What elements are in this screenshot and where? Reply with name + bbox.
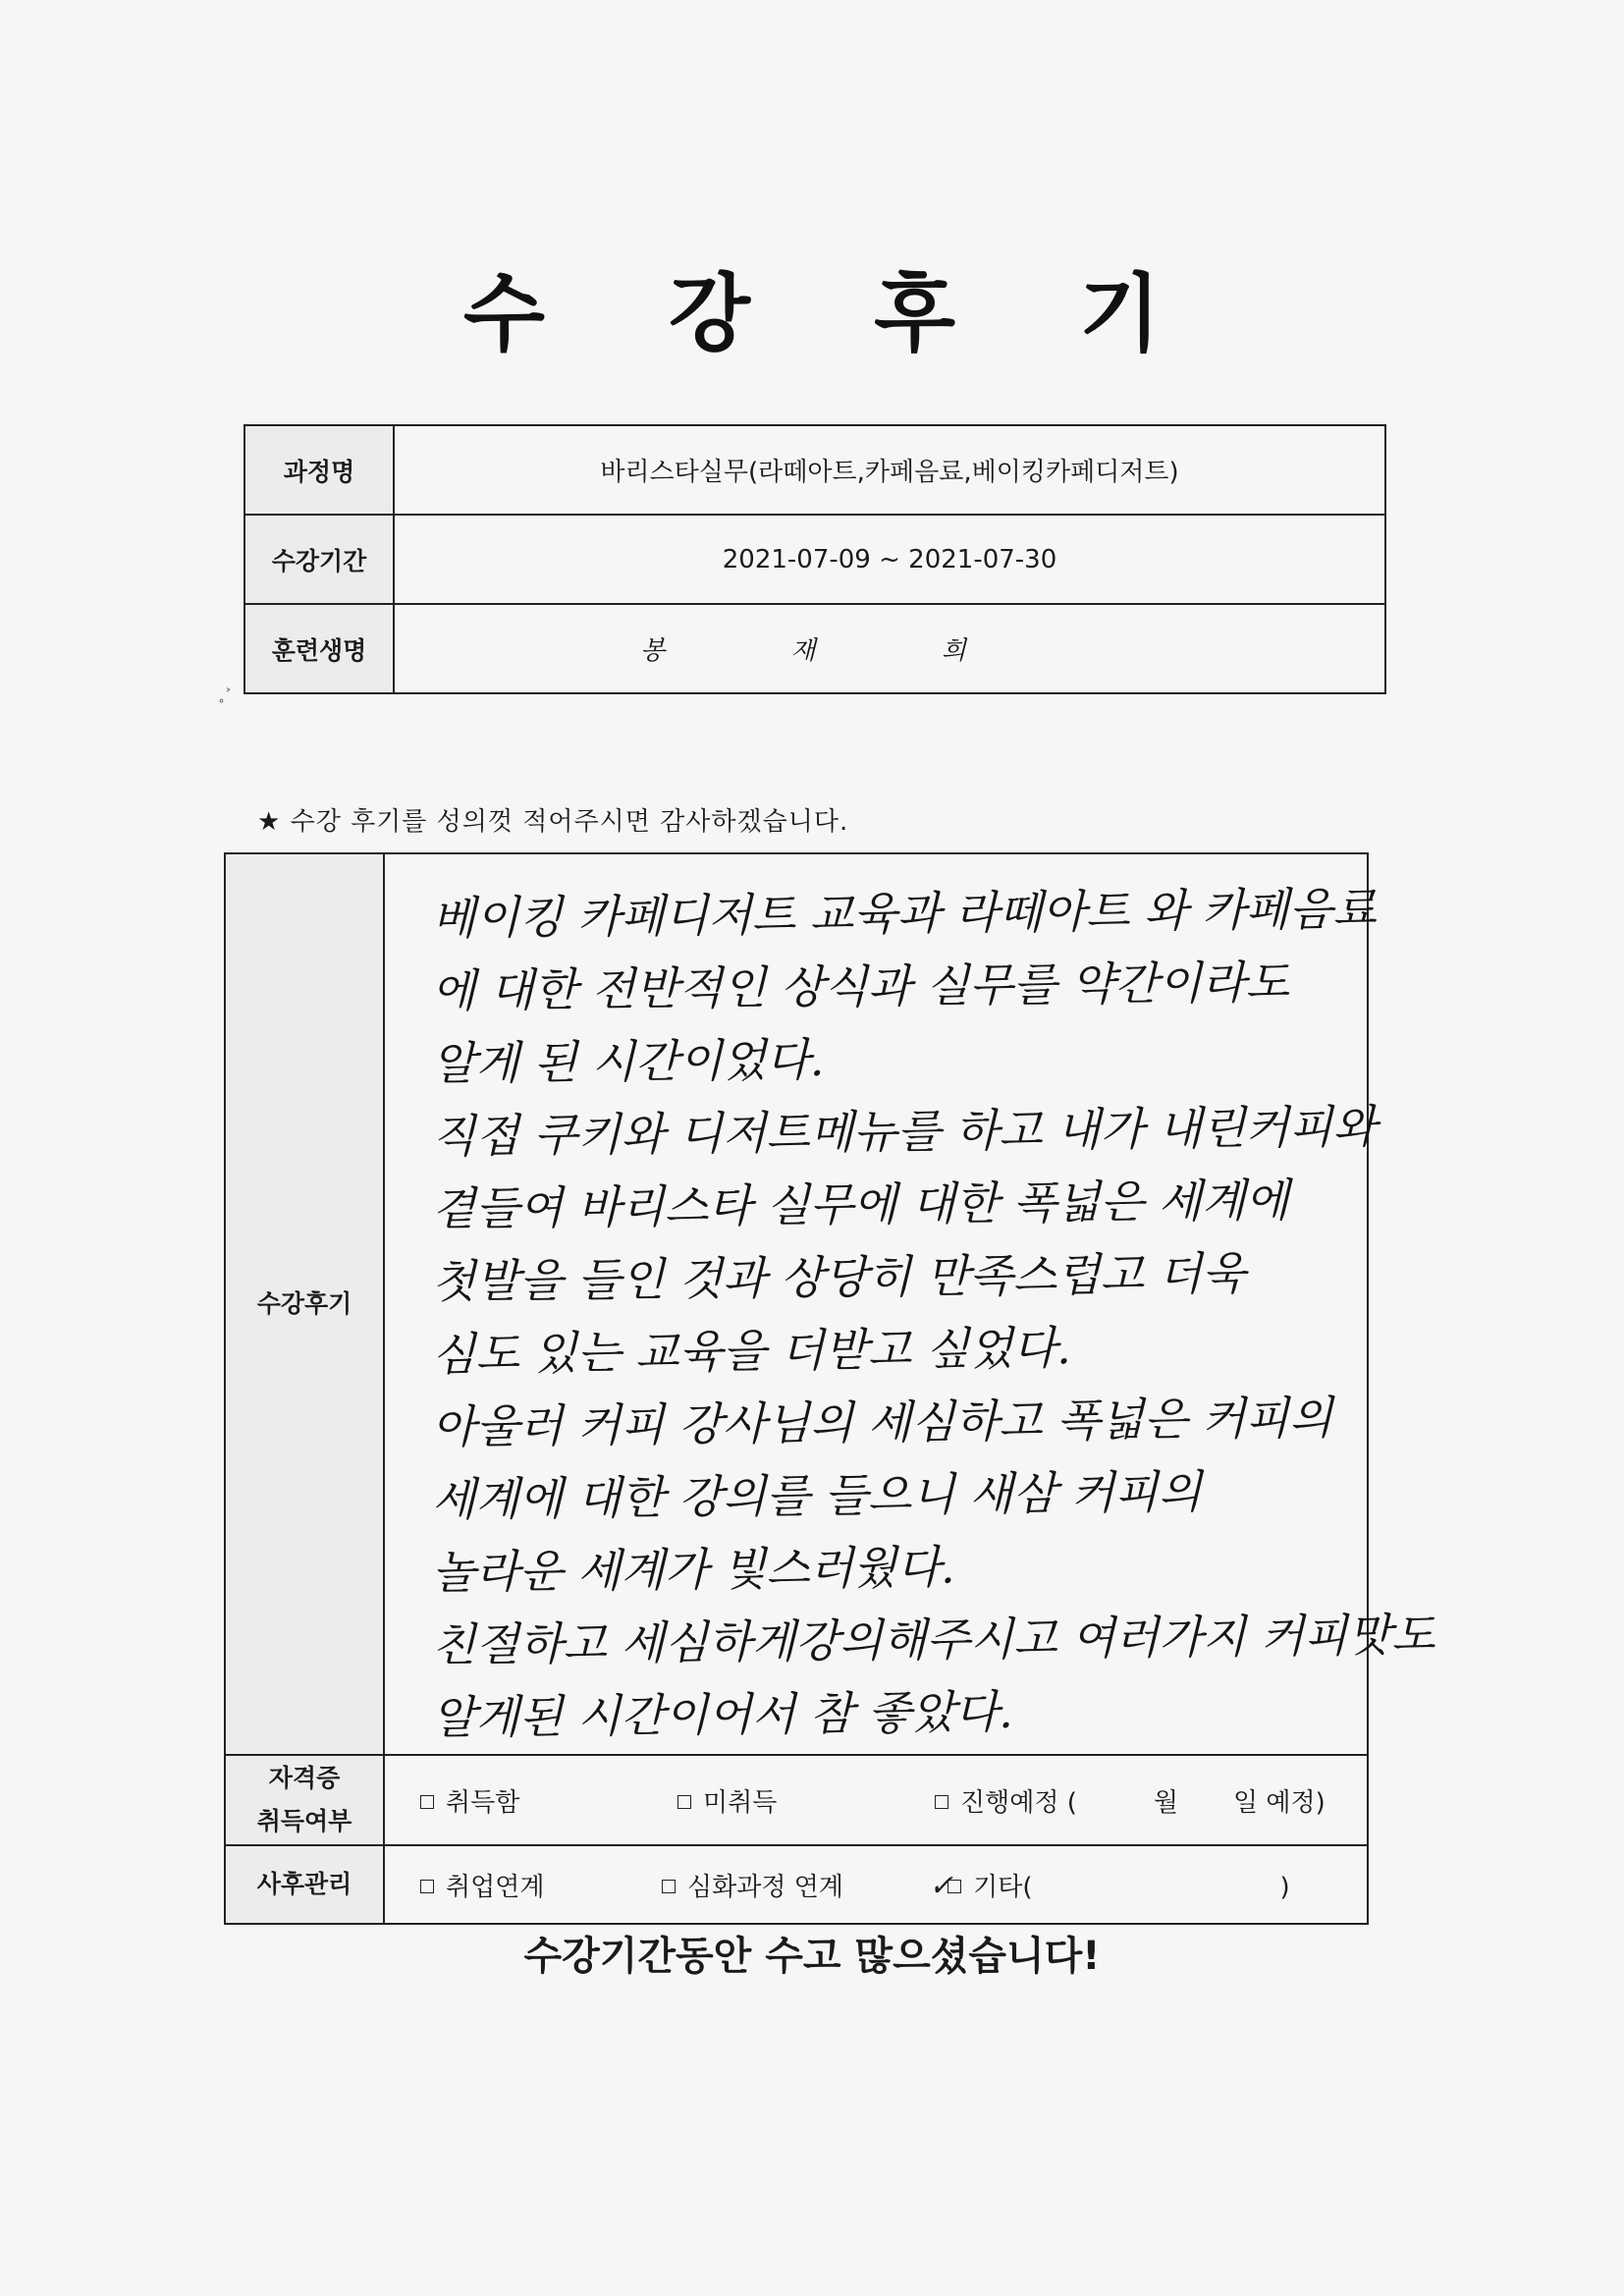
checkbox-icon[interactable] xyxy=(662,1880,676,1893)
review-line: 아울러 커피 강사님의 세심하고 폭넓은 커피의 xyxy=(431,1391,1333,1453)
certificate-not-obtained-option[interactable]: 미취득 xyxy=(677,1782,935,1819)
review-table xyxy=(224,852,1435,1925)
review-line: 친절하고 세심하게강의해주시고 여러가지 커피맛도 xyxy=(431,1608,1435,1671)
handwritten-check-mark: ✓ xyxy=(929,1868,954,1903)
scan-speck: ˳˃ xyxy=(218,687,232,703)
aftercare-label: 사후관리 xyxy=(225,1845,384,1924)
certificate-planned-option[interactable]: 진행예정 ( 월 일 예정) xyxy=(935,1782,1326,1819)
certificate-obtained-option[interactable]: 취득함 xyxy=(420,1782,677,1819)
period-value: 2021-07-09 ~ 2021-07-30 xyxy=(394,515,1385,604)
review-line: 직접 쿠키와 디저트메뉴를 하고 내가 내린커피와 xyxy=(431,1099,1378,1163)
review-line: 곁들여 바리스타 실무에 대한 폭넓은 세계에 xyxy=(431,1173,1290,1235)
review-line: 알게 된 시간이었다. xyxy=(431,1032,825,1090)
day-planned-label: 일 예정) xyxy=(1233,1787,1326,1818)
review-line: 심도 있는 교육을 더받고 싶었다. xyxy=(431,1321,1072,1381)
checkbox-icon[interactable] xyxy=(420,1795,434,1809)
aftercare-options xyxy=(384,1845,1368,1924)
close-paren: ) xyxy=(1279,1872,1290,1902)
trainee-name-label: 훈련생명 xyxy=(244,604,394,693)
footer-message: 수강기간동안 수고 많으셨습니다! xyxy=(523,1934,1101,1979)
review-line: 세계에 대한 강의를 들으니 새삼 커피의 xyxy=(431,1464,1203,1526)
review-line: 에 대한 전반적인 상식과 실무를 약간이라도 xyxy=(431,955,1290,1017)
certificate-label-line1: 자격증 xyxy=(268,1764,341,1792)
review-line: 베이킹 카페디저트 교육과 라떼아트 와 카페음료 xyxy=(431,881,1378,945)
period-label: 수강기간 xyxy=(244,515,394,604)
employment-link-option[interactable]: 취업연계 xyxy=(420,1867,662,1903)
certificate-label-line2: 취득여부 xyxy=(256,1807,352,1835)
trainee-name-handwritten: 봉 재 희 xyxy=(394,604,1385,693)
course-label: 과정명 xyxy=(244,425,394,515)
review-label: 수강후기 xyxy=(225,853,384,1755)
month-label: 월 xyxy=(1153,1787,1178,1818)
checkbox-icon[interactable] xyxy=(420,1880,434,1893)
course-info-table xyxy=(244,424,1386,694)
certificate-label xyxy=(225,1755,384,1845)
checkbox-icon[interactable] xyxy=(947,1880,961,1893)
review-line: 알게된 시간이어서 참 좋았다. xyxy=(431,1684,1013,1744)
review-handwritten-text xyxy=(384,853,1435,1755)
course-value: 바리스타실무(라떼아트,카페음료,베이킹카페디저트) xyxy=(394,425,1385,515)
document-title: 수 강 후 기 xyxy=(462,265,1209,363)
review-line: 놀라운 세계가 빛스러웠다. xyxy=(431,1540,955,1599)
certificate-options xyxy=(384,1755,1368,1845)
other-option[interactable]: ✓ 기타( ) xyxy=(929,1868,1290,1903)
instruction-note: ★ 수강 후기를 성의껏 적어주시면 감사하겠습니다. xyxy=(257,807,849,837)
review-line: 첫발을 들인 것과 상당히 만족스럽고 더욱 xyxy=(431,1246,1246,1308)
checkbox-icon[interactable] xyxy=(935,1795,948,1809)
advanced-course-option[interactable]: 심화과정 연계 xyxy=(662,1867,929,1903)
checkbox-icon[interactable] xyxy=(677,1795,691,1809)
